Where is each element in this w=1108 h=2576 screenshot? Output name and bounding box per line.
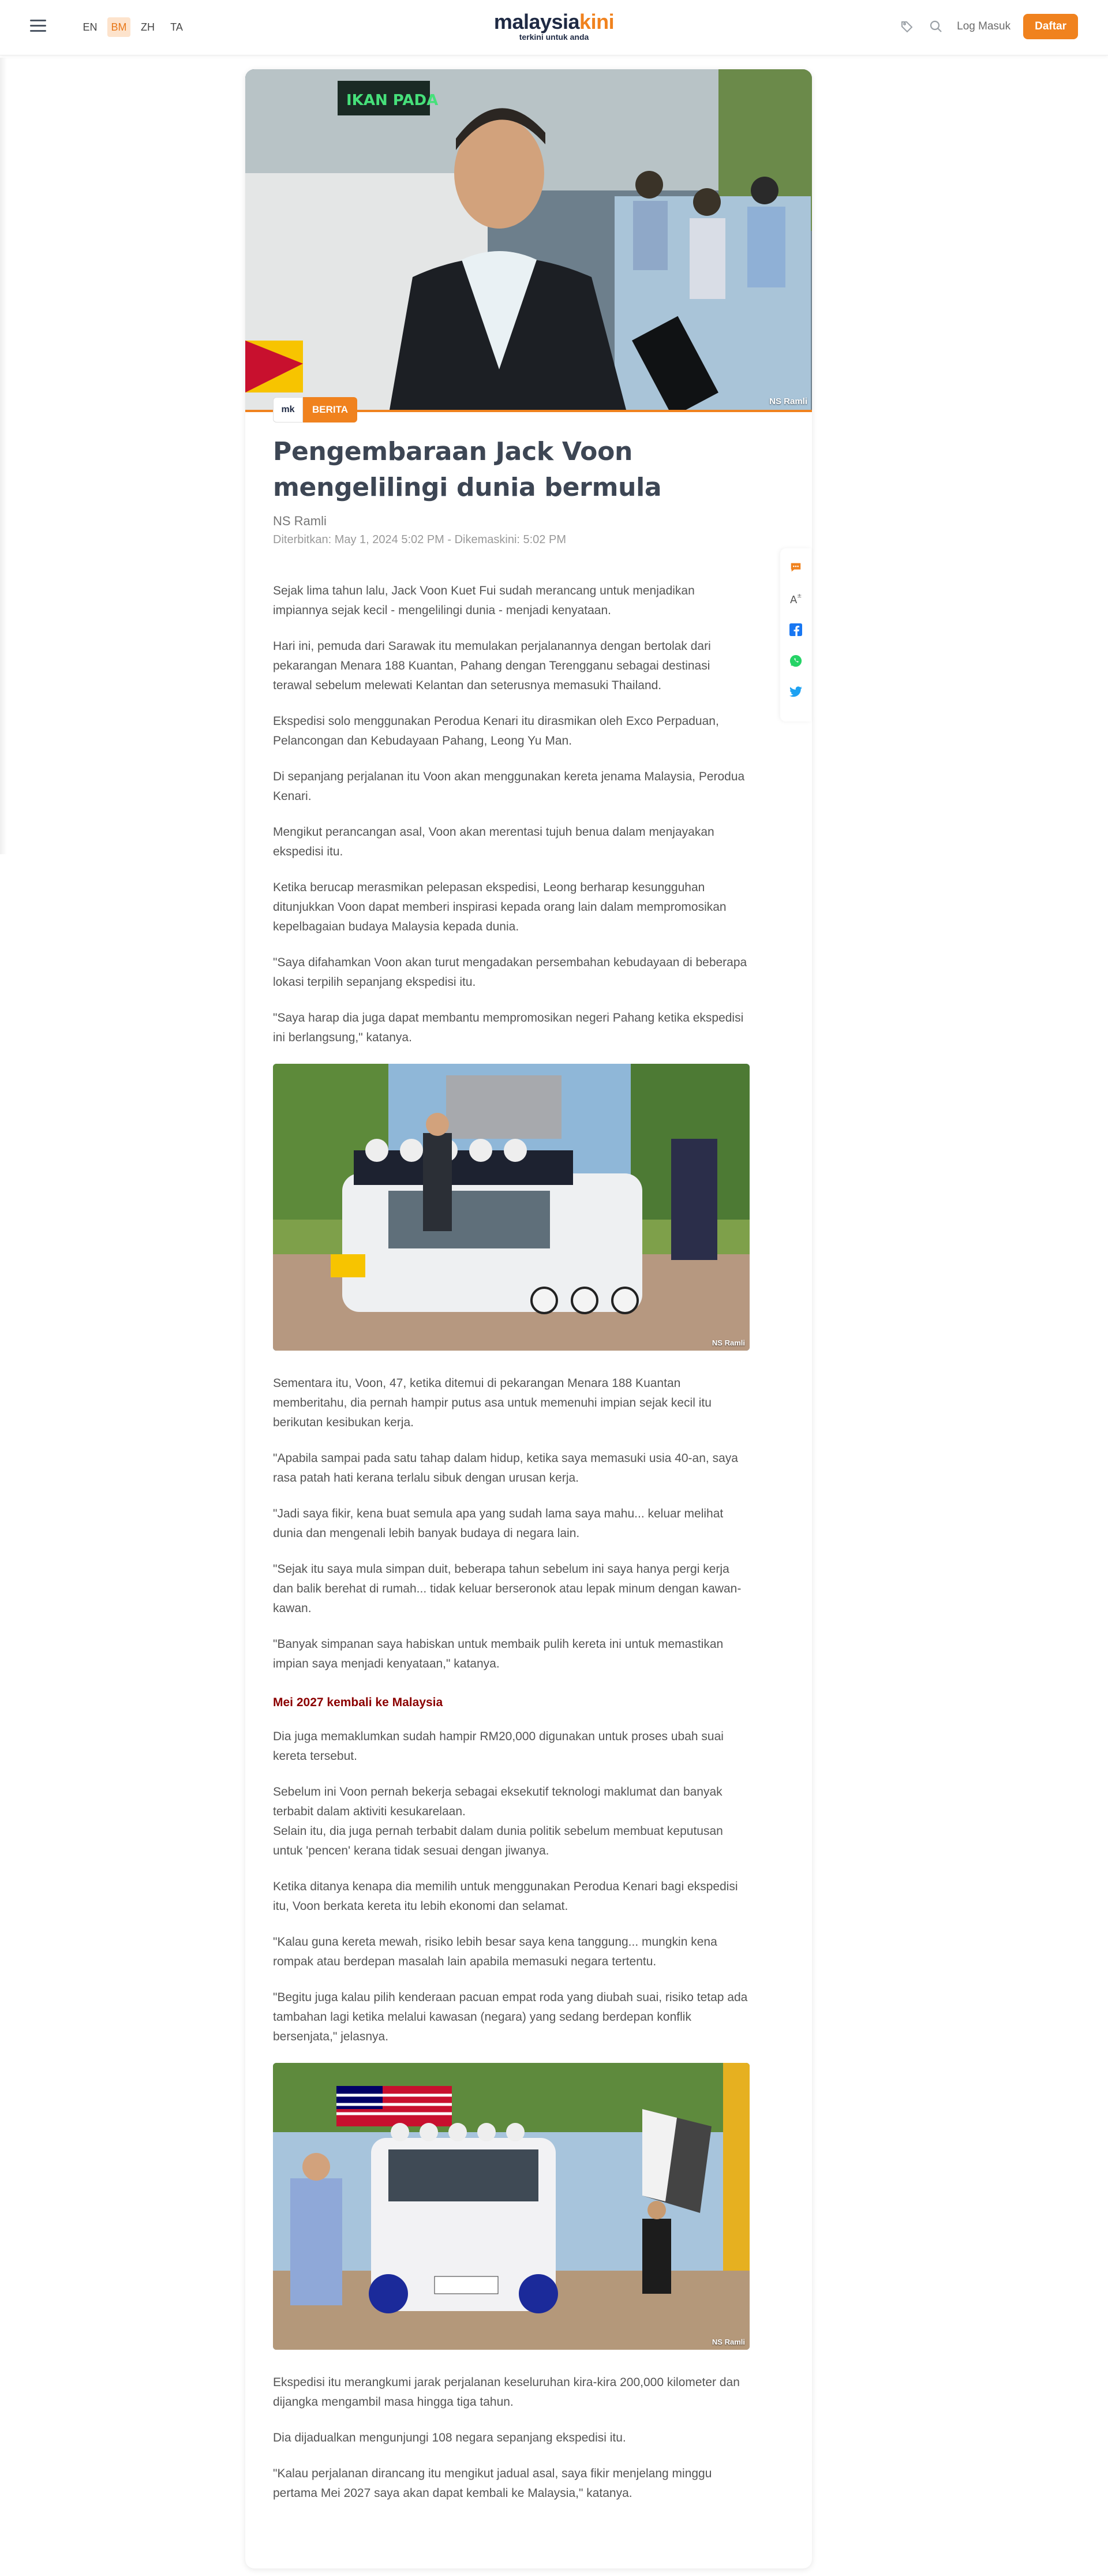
article-content — [273, 434, 752, 2519]
paragraph: Ekspedisi solo menggunakan Perodua Kenari itu dirasmikan oleh Exco Perpaduan, Pelancongan dan Kebudayaan Pahang, Leong Yu Man. — [273, 715, 719, 747]
paragraph: Di sepanjang perjalanan itu Voon akan menggunakan kereta jenama Malaysia, Perodua Kenari. — [273, 770, 745, 803]
paragraph: Sebelum ini Voon pernah bekerja sebagai eksekutif teknologi maklumat dan banyak terbabit dalam aktiviti kesukarelaan. — [273, 1785, 723, 1818]
page-edge-shade — [0, 58, 7, 854]
lang-bm[interactable]: BM — [107, 17, 130, 37]
logo-text-malaysia: malaysia — [493, 10, 580, 33]
paragraph: "Saya harap dia juga dapat membantu mempromosikan negeri Pahang ketika ekspedisi ini berlangsung," katanya. — [273, 1011, 744, 1044]
lang-en[interactable]: EN — [83, 21, 98, 33]
whatsapp-icon[interactable] — [788, 653, 803, 668]
facebook-icon[interactable] — [788, 622, 803, 637]
menu-icon[interactable] — [30, 20, 46, 32]
paragraph: Selain itu, dia juga pernah terbabit dalam dunia politik sebelum membuat keputusan untuk 'pencen' kerana tidak sesuai dengan jiwanya. — [273, 1824, 723, 1857]
article-title: Pengembaraan Jack Voon mengelilingi dunia bermula — [273, 437, 662, 502]
paragraph: Dia juga memaklumkan sudah hampir RM20,000 digunakan untuk proses ubah suai kereta tersebut. — [273, 1730, 724, 1763]
paragraph: "Sejak itu saya mula simpan duit, beberapa tahun sebelum ini saya hanya pergi kerja dan balik berehat di rumah... tidak keluar berseronok atau lepak minum dengan kawan-kawan. — [273, 1562, 742, 1615]
hero-photo-credit: NS Ramli — [769, 397, 807, 406]
share-rail — [780, 548, 811, 721]
svg-text:IKAN PADA: IKAN PADA — [346, 92, 439, 109]
lang-zh[interactable]: ZH — [141, 21, 155, 33]
paragraph: Ketika ditanya kenapa dia memilih untuk menggunakan Perodua Kenari bagi ekspedisi itu, Voon berkata kereta itu lebih ekonomi dan selamat. — [273, 1880, 738, 1913]
svg-text:±: ± — [797, 593, 802, 599]
svg-text:A: A — [790, 594, 798, 605]
paragraph: Sementara itu, Voon, 47, ketika ditemui di pekarangan Menara 188 Kuantan memberitahu, dia pernah hampir putus asa untuk memenuhi impian sejak kecil itu berikutan kesibukan kerja. — [273, 1377, 712, 1429]
paragraph: "Kalau perjalanan dirancang itu mengikut jadual asal, saya fikir menjelang minggu pertama Mei 2027 saya akan dapat kembali ke Malaysia," katanya. — [273, 2467, 712, 2500]
language-switcher — [78, 17, 188, 37]
logo-tagline: terkini untuk anda — [519, 32, 589, 42]
lang-ta[interactable]: TA — [170, 21, 183, 33]
paragraph: Ketika berucap merasmikan pelepasan ekspedisi, Leong berharap kesungguhan ditunjukkan Voon dapat memberi inspirasi kepada orang lain dalam mempromosikan kepelbagaian budaya Malaysia kepada dunia. — [273, 881, 727, 933]
register-button[interactable]: Daftar — [1023, 14, 1078, 39]
twitter-icon[interactable] — [788, 685, 803, 700]
login-link[interactable]: Log Masuk — [957, 20, 1011, 32]
paragraph: "Begitu juga kalau pilih kenderaan pacuan empat roda yang diubah suai, risiko tetap ada tambahan lagi ketika melalui kawasan (negara) yang sedang berdepan konflik bersenjata," jelasnya. — [273, 1991, 748, 2043]
paragraph: Sejak lima tahun lalu, Jack Voon Kuet Fui sudah merancang untuk menjadikan impiannya sejak kecil - mengelilingi dunia - menjadi kenyataan. — [273, 584, 695, 617]
paragraph: "Jadi saya fikir, kena buat semula apa yang sudah lama saya mahu... keluar melihat dunia dan mengenali lebih banyak budaya di negara lain. — [273, 1507, 724, 1540]
logo-text-kini: kini — [579, 10, 615, 33]
category-label: BERITA — [303, 397, 357, 423]
font-size-icon[interactable] — [788, 591, 803, 606]
image-2-credit: NS Ramli — [712, 2338, 745, 2346]
search-icon[interactable] — [928, 18, 944, 35]
section-subheading: Mei 2027 kembali ke Malaysia — [273, 1696, 443, 1709]
paragraph: Dia dijadualkan mengunjungi 108 negara sepanjang ekspedisi itu. — [273, 2431, 626, 2444]
paragraph: "Banyak simpanan saya habiskan untuk membaik pulih kereta ini untuk memastikan impian saya menjadi kenyataan," katanya. — [273, 1637, 724, 1670]
article-body — [273, 581, 752, 2503]
paragraph: "Apabila sampai pada satu tahap dalam hidup, ketika saya memasuki usia 40-an, saya rasa patah hati kerana terlalu sibuk dengan urusan kerja. — [273, 1452, 738, 1485]
tag-icon[interactable] — [899, 18, 915, 35]
mk-logo-icon: mk — [273, 397, 303, 423]
hero-image — [245, 69, 812, 410]
paragraph: "Saya difahamkan Voon akan turut mengadakan persembahan kebudayaan di beberapa lokasi terpilih sepanjang ekspedisi itu. — [273, 956, 747, 989]
category-badge[interactable] — [273, 397, 357, 423]
site-logo[interactable] — [494, 10, 614, 42]
article-author[interactable]: NS Ramli — [273, 514, 327, 528]
paragraph: Hari ini, pemuda dari Sarawak itu memulakan perjalanannya dengan bertolak dari pekarangan Menara 188 Kuantan, Pahang dengan Terengganu sebagai destinasi terawal sebelum melewati Kelantan dan seterusnya memasuki Thailand. — [273, 640, 711, 692]
paragraph: Mengikut perancangan asal, Voon akan merentasi tujuh benua dalam menjayakan ekspedisi itu. — [273, 825, 714, 858]
comment-icon[interactable] — [788, 560, 803, 575]
paragraph: Ekspedisi itu merangkumi jarak perjalanan keseluruhan kira-kira 200,000 kilometer dan dijangka mengambil masa hingga tiga tahun. — [273, 2376, 740, 2409]
site-header — [0, 0, 1108, 55]
article-card — [245, 69, 812, 2568]
article-image-1 — [273, 1064, 750, 1351]
image-1-credit: NS Ramli — [712, 1339, 745, 1347]
paragraph: "Kalau guna kereta mewah, risiko lebih besar saya kena tanggung... mungkin kena rompak atau berdepan masalah lain apabila memasuki negara tertentu. — [273, 1935, 717, 1968]
article-image-2 — [273, 2063, 750, 2350]
article-dates: Diterbitkan: May 1, 2024 5:02 PM - Dikemaskini: 5:02 PM — [273, 533, 566, 546]
